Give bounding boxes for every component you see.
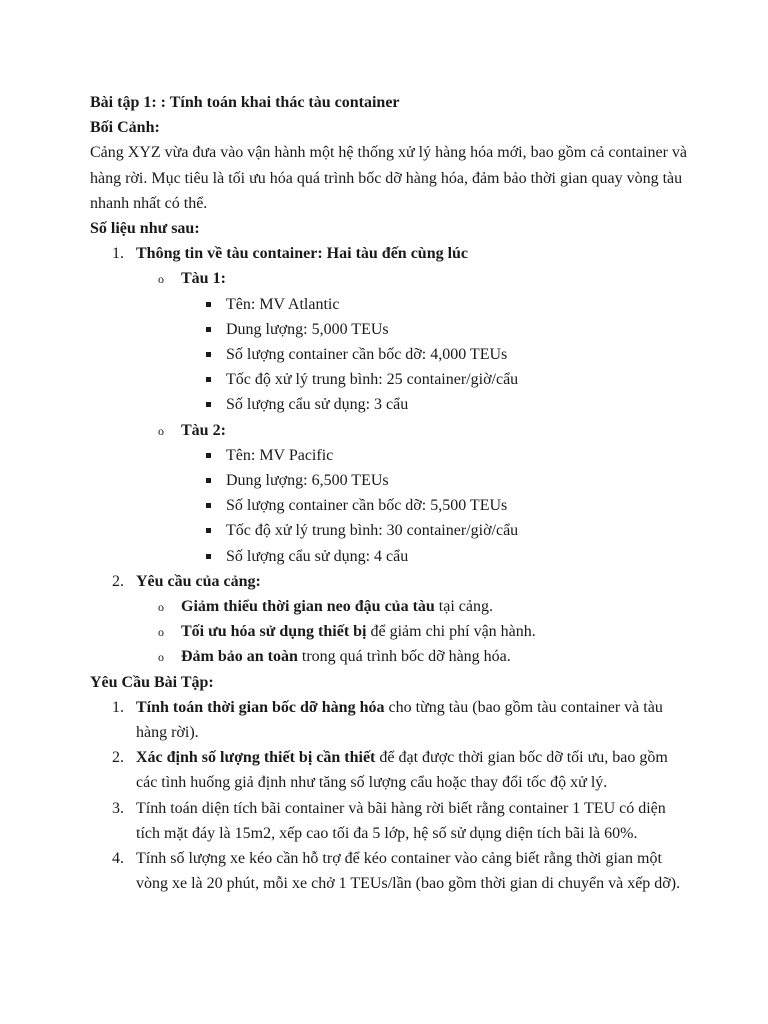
list-item: Số lượng container cần bốc dỡ: 4,000 TEUs [181, 342, 690, 367]
square-bullet-icon [206, 327, 211, 332]
square-bullet-icon [206, 554, 211, 559]
requirements-heading: Yêu Cầu Bài Tập: [90, 673, 214, 691]
list-item: o Đảm bảo an toàn trong quá trình bốc dỡ hàng hóa. [136, 644, 690, 669]
section-ship-info [90, 241, 690, 569]
square-bullet-icon [206, 352, 211, 357]
ship-item-2 [136, 418, 690, 569]
list-item: Số lượng cẩu sử dụng: 4 cẩu [181, 544, 690, 569]
square-bullet-icon [206, 503, 211, 508]
list-item: 4. Tính số lượng xe kéo cần hỗ trợ để kéo container vào cảng biết rằng thời gian một vòng xe là 20 phút, mỗi xe chở 1 TEUs/lần (bao gồm thời gian di chuyển và xếp dỡ). [90, 846, 690, 896]
list-item: o Giảm thiểu thời gian neo đậu của tàu tại cảng. [136, 594, 690, 619]
circle-bullet-icon: o [158, 625, 164, 640]
list-item: Tên: MV Atlantic [181, 292, 690, 317]
circle-bullet-icon: o [158, 272, 164, 287]
ship-label: Tàu 1: [181, 270, 226, 288]
requirements-list [90, 695, 690, 897]
square-bullet-icon [206, 302, 211, 307]
square-bullet-icon [206, 402, 211, 407]
list-number: 3. [112, 799, 124, 817]
ship-item-1 [136, 266, 690, 417]
list-number: 2. [112, 572, 124, 590]
section-port-requirements [90, 569, 690, 670]
context-paragraph: Cảng XYZ vừa đưa vào vận hành một hệ thống xử lý hàng hóa mới, bao gồm cả container và hàng rời. Mục tiêu là tối ưu hóa quá trình bốc dỡ hàng hóa, đảm bảo thời gian quay vòng tàu nhanh nhất có thể. [90, 144, 687, 212]
list-item: o Tối ưu hóa sử dụng thiết bị để giảm chi phí vận hành. [136, 619, 690, 644]
square-bullet-icon [206, 377, 211, 382]
circle-bullet-icon: o [158, 650, 164, 665]
list-item: 2. Xác định số lượng thiết bị cần thiết để đạt được thời gian bốc dỡ tối ưu, bao gồm các tình huống giả định như tăng số lượng cẩu hoặc thay đổi tốc độ xử lý. [90, 745, 690, 795]
square-bullet-icon [206, 528, 211, 533]
data-list [90, 241, 690, 669]
list-item: Tốc độ xử lý trung bình: 30 container/giờ/cẩu [181, 518, 690, 543]
data-heading: Số liệu như sau: [90, 220, 200, 238]
list-item: 3. Tính toán diện tích bãi container và bãi hàng rời biết rằng container 1 TEU có diện tích mặt đáy là 15m2, xếp cao tối đa 5 lớp, hệ số sử dụng diện tích bãi là 60%. [90, 796, 690, 846]
list-item: 1. Tính toán thời gian bốc dỡ hàng hóa cho từng tàu (bao gồm tàu container và tàu hàng rời). [90, 695, 690, 745]
list-item: Số lượng container cần bốc dỡ: 5,500 TEUs [181, 493, 690, 518]
ship-detail-list [181, 443, 690, 569]
list-number: 2. [112, 749, 124, 767]
circle-bullet-icon: o [158, 423, 164, 438]
list-item: Tên: MV Pacific [181, 443, 690, 468]
document-body [90, 90, 690, 897]
list-item: Dung lượng: 6,500 TEUs [181, 468, 690, 493]
circle-bullet-icon: o [158, 600, 164, 615]
ship-list [136, 266, 690, 568]
ship-label: Tàu 2: [181, 421, 226, 439]
exercise-title: Bài tập 1: : Tính toán khai thác tàu container [90, 94, 400, 111]
section-title: Thông tin về tàu container: Hai tàu đến cùng lúc [136, 245, 469, 263]
list-item: Tốc độ xử lý trung bình: 25 container/giờ/cẩu [181, 367, 690, 392]
list-number: 1. [112, 245, 124, 263]
square-bullet-icon [206, 453, 211, 458]
ship-detail-list [181, 292, 690, 418]
list-number: 4. [112, 850, 124, 868]
list-item: Dung lượng: 5,000 TEUs [181, 317, 690, 342]
section-title: Yêu cầu của cảng: [136, 572, 261, 590]
list-number: 1. [112, 698, 124, 716]
square-bullet-icon [206, 478, 211, 483]
list-item: Số lượng cẩu sử dụng: 3 cẩu [181, 392, 690, 417]
port-requirement-list [136, 594, 690, 670]
context-heading: Bối Cảnh: [90, 119, 160, 137]
